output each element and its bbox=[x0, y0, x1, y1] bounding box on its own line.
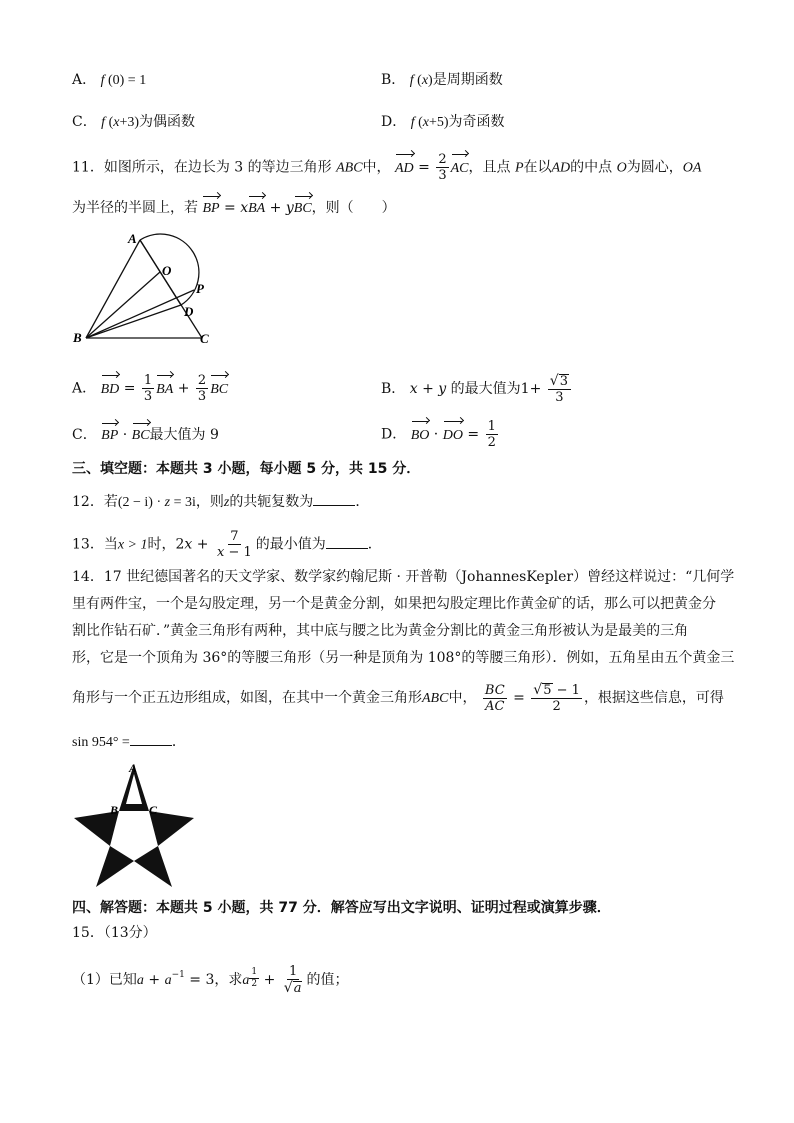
fraction: $\frac{1}{3}$ bbox=[143, 373, 153, 404]
text: 角形与一个正五边形组成，如图，在其中一个黄金三角形 bbox=[72, 690, 422, 706]
option-letter: A． bbox=[72, 380, 97, 397]
vector-ad: AD bbox=[395, 158, 414, 180]
text: 的值； bbox=[306, 972, 349, 988]
math: x > 1 bbox=[117, 537, 148, 553]
text: ，则（ ） bbox=[311, 200, 396, 216]
text: 为半径的半圆上，若 bbox=[72, 200, 198, 216]
segment-ad bbox=[140, 240, 181, 305]
q11-figure bbox=[70, 230, 210, 348]
option-letter: B． bbox=[381, 72, 406, 88]
math: AD bbox=[551, 160, 571, 176]
section-3-title: 三、填空题：本题共 3 小题，每小题 5 分，共 15 分． bbox=[72, 461, 421, 477]
option-letter: C． bbox=[72, 114, 97, 130]
text: 时， bbox=[147, 536, 176, 553]
q11-line2: 为半径的半圆上，若 BP = xBA + yBC，则（ ） bbox=[72, 200, 396, 216]
vector-bd: BD bbox=[101, 379, 120, 401]
vector-bc: BC bbox=[131, 428, 150, 443]
vector-ba: BA bbox=[248, 201, 266, 216]
math: ABC bbox=[336, 160, 363, 176]
side-ab bbox=[86, 240, 140, 338]
segment-bd bbox=[86, 305, 181, 338]
vector-bp: BP bbox=[202, 201, 220, 216]
star-label-b: B bbox=[110, 803, 119, 817]
exponent-fraction: $\frac{1}{2}$ bbox=[251, 967, 258, 989]
option-b-text: 是周期函数 bbox=[432, 72, 503, 88]
math: sin 954° = bbox=[72, 735, 130, 750]
answer-blank[interactable] bbox=[313, 493, 355, 506]
segment-bp bbox=[86, 290, 194, 338]
text: ． bbox=[355, 494, 370, 510]
segment-bo bbox=[86, 272, 160, 338]
q14-line3: 割比作钻石矿．”黄金三角形有两种，其中底与腰之比为黄金分割比的黄金三角形被认为是最美的三角 bbox=[72, 623, 689, 639]
text: 的中点 bbox=[570, 159, 613, 176]
option-c-text: 为偶函数 bbox=[139, 114, 196, 130]
option-d-text: 为奇函数 bbox=[448, 114, 505, 130]
text: 的共轭复数为 bbox=[229, 494, 314, 510]
text: 最大值为 9 bbox=[149, 427, 219, 443]
text: 的最小值为 bbox=[255, 536, 326, 553]
answer-blank[interactable] bbox=[326, 536, 368, 549]
text: 中， bbox=[448, 690, 477, 706]
q15-part1: （1）已知$a + a^{-1} = 3$，求a $\frac{1}{2}$ + 1 √ a 的值； bbox=[72, 964, 349, 996]
text: 的最大值为 bbox=[450, 381, 521, 397]
star-label-c: C bbox=[149, 803, 158, 817]
q14-line2: 里有两件宝，一个是勾股定理，另一个是黄金分割，如果把勾股定理比作黄金矿的话，那么可以把黄金分 bbox=[72, 596, 716, 612]
q11-option-d: D． BO · DO = $\frac{1}{2}$ bbox=[381, 419, 496, 450]
question-number: 13．当 bbox=[72, 536, 118, 553]
q12 bbox=[72, 493, 369, 512]
text: （1）已知 bbox=[72, 972, 137, 988]
q14-line4: 形，它是一个顶角为 36°的等腰三角形（另一种是顶角为 108°的等腰三角形）．例如，五角星由五个黄金三 bbox=[72, 650, 735, 666]
fraction: √ 5 − 1 2 bbox=[533, 682, 580, 714]
fraction: $\frac{BC}{AC}$ bbox=[484, 682, 505, 714]
label-o: O bbox=[162, 263, 172, 278]
q11-option-a: A． BD = $\frac{1}{3}$ BA + $\frac{2}{3}$ BC bbox=[72, 373, 229, 404]
vector-bc: BC bbox=[293, 201, 312, 216]
text: ，且点 bbox=[468, 159, 511, 176]
label-d: D bbox=[184, 304, 194, 319]
section-4-title: 四、解答题：本题共 5 小题，共 77 分．解答应写出文字说明、证明过程或演算步骤． bbox=[72, 900, 611, 916]
text: ． bbox=[367, 536, 382, 553]
math: (2 − i) · z = 3i bbox=[117, 495, 196, 510]
fraction: $\frac{7}{x - 1}$ bbox=[216, 529, 252, 560]
math: OA bbox=[682, 160, 702, 176]
q11-option-b: B． x + y 的最大值为1+ √ 3 3 bbox=[381, 374, 573, 404]
vector-bp: BP bbox=[101, 428, 119, 443]
label-b: B bbox=[73, 330, 82, 345]
vector-do: DO bbox=[443, 425, 463, 447]
star-label-a: A bbox=[129, 761, 138, 775]
math: O bbox=[616, 160, 627, 176]
question-number: 12．若 bbox=[72, 494, 118, 510]
label-c: C bbox=[200, 331, 209, 346]
option-b-math: f bbox=[409, 73, 414, 88]
option-c-math: f bbox=[101, 115, 106, 130]
fraction: $\frac{2}{3}$ bbox=[438, 152, 447, 183]
option-letter: D． bbox=[381, 426, 407, 443]
q14-line5: 角形与一个正五边形组成，如图，在其中一个黄金三角形ABC中， $\frac{BC}{AC}$ = √ 5 − 1 2 ，根据这些信息，可得 bbox=[72, 682, 724, 714]
q14-line1: 14．17 世纪德国著名的天文学家、数学家约翰尼斯 · 开普勒（JohannesKepler）曾经这样说过：“几何学 bbox=[72, 569, 735, 585]
q13: 13．当x > 1时，2x + $\frac{7}{x - 1}$ 的最小值为 ． bbox=[72, 529, 382, 560]
math: P bbox=[514, 160, 524, 176]
paren: (x+3) bbox=[105, 115, 140, 130]
q10-option-a bbox=[72, 71, 146, 90]
q15-header: 15．（13分） bbox=[72, 925, 157, 941]
fraction: $\frac{1}{2}$ bbox=[487, 419, 496, 450]
text: ，则 bbox=[195, 494, 224, 510]
math: z bbox=[223, 495, 230, 510]
option-a-math: f bbox=[100, 73, 105, 88]
q11-option-c: C． BP · BC最大值为 9 bbox=[72, 427, 219, 443]
paren: (x+5) bbox=[414, 115, 449, 130]
option-letter: A． bbox=[72, 72, 97, 88]
q14-line6 bbox=[72, 733, 186, 752]
option-d-math: f bbox=[410, 115, 415, 130]
q10-option-b bbox=[381, 71, 503, 90]
q10-option-c bbox=[72, 113, 195, 132]
paren: (x) bbox=[413, 73, 433, 88]
math: ABC bbox=[422, 691, 449, 706]
fraction: √ 3 3 bbox=[548, 374, 571, 404]
question-number: 11． bbox=[72, 159, 104, 176]
paren: (0) = 1 bbox=[104, 73, 147, 88]
q11-line1: 11．如图所示，在边长为 3 的等边三角形 ABC中， AD = $\frac{2}{3}$ AC，且点 P在以AD的中点 O为圆心，OA bbox=[72, 152, 702, 183]
label-a: A bbox=[128, 231, 137, 246]
text: ，根据这些信息，可得 bbox=[583, 690, 724, 706]
text: 在以 bbox=[523, 159, 552, 176]
fraction: 1 √ a bbox=[283, 964, 302, 996]
fraction: $\frac{2}{3}$ bbox=[197, 373, 207, 404]
option-letter: B． bbox=[381, 381, 406, 397]
star-figure bbox=[72, 760, 196, 890]
text: 为圆心， bbox=[626, 159, 683, 176]
vector-bo: BO bbox=[411, 425, 430, 447]
label-p: P bbox=[196, 281, 204, 296]
text: ，求 bbox=[214, 972, 243, 988]
q10-option-d bbox=[381, 113, 505, 132]
text: 中， bbox=[362, 159, 391, 176]
vector-ba: BA bbox=[156, 379, 173, 401]
vector-ac: AC bbox=[451, 158, 469, 180]
answer-blank[interactable] bbox=[130, 733, 172, 746]
text: ． bbox=[171, 734, 186, 750]
vector-bc: BC bbox=[210, 379, 228, 401]
text: 如图所示，在边长为 3 的等边三角形 bbox=[103, 159, 332, 176]
option-letter: C． bbox=[72, 427, 97, 443]
option-letter: D． bbox=[381, 114, 407, 130]
